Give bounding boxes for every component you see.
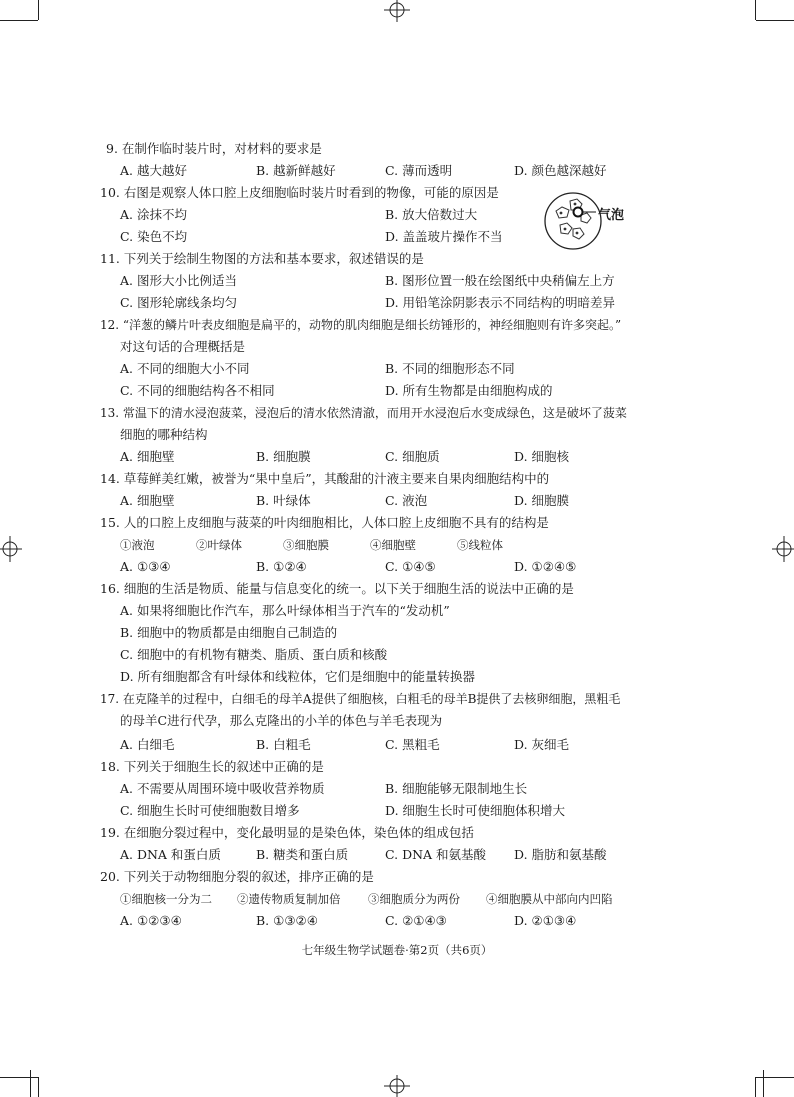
question-15-option-a: A. ①③④ bbox=[120, 559, 171, 574]
question-15-item: ④细胞壁 bbox=[370, 538, 416, 552]
question-13-option-c: C. 细胞质 bbox=[385, 449, 440, 464]
crop-mark bbox=[756, 1077, 794, 1078]
question-15-item: ③细胞膜 bbox=[283, 538, 329, 552]
registration-mark-right bbox=[770, 532, 794, 566]
question-14-stem: 14. 草莓鲜美红嫩，被誉为“果中皇后”，其酸甜的汁液主要来自果肉细胞结构中的 bbox=[100, 471, 550, 486]
question-18-option-c: C. 细胞生长时可使细胞数目增多 bbox=[120, 803, 300, 818]
question-17-option-c: C. 黑粗毛 bbox=[385, 737, 440, 752]
question-11-option-b: B. 图形位置一般在绘图纸中央稍偏左上方 bbox=[385, 273, 615, 288]
question-10-stem: 10. 右图是观察人体口腔上皮细胞临时装片时看到的物像，可能的原因是 bbox=[100, 185, 499, 200]
question-19-option-a: A. DNA 和蛋白质 bbox=[120, 847, 221, 862]
crop-mark bbox=[755, 1077, 756, 1097]
question-17-stem: 17. 在克隆羊的过程中，白细毛的母羊A提供了细胞核，白粗毛的母羊B提供了去核卵细胞，黑粗毛 bbox=[100, 692, 621, 706]
question-13-option-a: A. 细胞壁 bbox=[120, 449, 175, 464]
question-19-stem: 19. 在细胞分裂过程中，变化最明显的是染色体，染色体的组成包括 bbox=[100, 825, 474, 840]
question-17-option-a: A. 白细毛 bbox=[120, 737, 175, 752]
cell-microscope-figure bbox=[540, 187, 640, 257]
question-10-option-a: A. 涂抹不均 bbox=[120, 207, 187, 222]
question-9-option-d: D. 颜色越深越好 bbox=[514, 163, 607, 178]
question-12-stem-cont: 对这句话的合理概括是 bbox=[120, 339, 246, 354]
question-9-option-c: C. 薄而透明 bbox=[385, 163, 453, 178]
question-10-option-c: C. 染色不均 bbox=[120, 229, 188, 244]
question-11-stem: 11. 下列关于绘制生物图的方法和基本要求，叙述错误的是 bbox=[100, 251, 424, 266]
crop-mark bbox=[0, 20, 38, 21]
question-17-option-d: D. 灰细毛 bbox=[514, 737, 570, 752]
registration-mark-left bbox=[0, 532, 24, 566]
question-15-option-c: C. ①④⑤ bbox=[385, 559, 436, 574]
crop-mark bbox=[755, 0, 756, 20]
question-20-stem: 20. 下列关于动物细胞分裂的叙述，排序正确的是 bbox=[100, 869, 374, 884]
question-14-option-d: D. 细胞膜 bbox=[514, 493, 570, 508]
question-16-option-d: D. 所有细胞都含有叶绿体和线粒体，它们是细胞中的能量转换器 bbox=[120, 669, 476, 684]
question-16-option-c: C. 细胞中的有机物有糖类、脂质、蛋白质和核酸 bbox=[120, 647, 388, 662]
registration-mark-bottom bbox=[380, 1074, 414, 1097]
question-14-option-a: A. 细胞壁 bbox=[120, 493, 175, 508]
question-15-option-d: D. ①②④⑤ bbox=[514, 559, 577, 574]
question-12-option-d: D. 所有生物都是由细胞构成的 bbox=[385, 383, 553, 398]
question-19-option-b: B. 糖类和蛋白质 bbox=[256, 847, 349, 862]
crop-mark bbox=[30, 1070, 31, 1097]
microscope-field-icon bbox=[540, 187, 640, 257]
page-footer: 七年级生物学试题卷·第2页（共6页） bbox=[301, 943, 493, 957]
question-9-stem: 9. 在制作临时装片时，对材料的要求是 bbox=[106, 141, 322, 156]
question-15-item: ②叶绿体 bbox=[196, 538, 242, 552]
question-13-option-b: B. 细胞膜 bbox=[256, 449, 311, 464]
registration-mark-top bbox=[380, 0, 414, 24]
question-14-option-c: C. 液泡 bbox=[385, 493, 428, 508]
question-11-option-d: D. 用铅笔涂阴影表示不同结构的明暗差异 bbox=[385, 295, 616, 310]
question-18-option-d: D. 细胞生长时可使细胞体积增大 bbox=[385, 803, 566, 818]
question-20-item: ③细胞质分为两份 bbox=[368, 892, 460, 906]
bubble-label: 气泡 bbox=[598, 208, 625, 223]
question-18-option-a: A. 不需要从周围环境中吸收营养物质 bbox=[120, 781, 325, 796]
question-11-option-c: C. 图形轮廓线条均匀 bbox=[120, 295, 238, 310]
question-10-option-b: B. 放大倍数过大 bbox=[385, 207, 478, 222]
question-11-option-a: A. 图形大小比例适当 bbox=[120, 273, 237, 288]
question-15-item: ⑤线粒体 bbox=[457, 538, 503, 552]
question-13-stem-cont: 细胞的哪种结构 bbox=[120, 427, 208, 442]
question-15-item: ①液泡 bbox=[120, 538, 155, 552]
question-17-stem-cont: 的母羊C进行代孕，那么克隆出的小羊的体色与羊毛表现为 bbox=[120, 713, 443, 728]
question-19-option-d: D. 脂肪和氨基酸 bbox=[514, 847, 607, 862]
question-20-item: ④细胞膜从中部向内凹陷 bbox=[486, 892, 613, 906]
crop-mark bbox=[38, 0, 39, 20]
question-16-stem: 16. 细胞的生活是物质、能量与信息变化的统一。以下关于细胞生活的说法中正确的是 bbox=[100, 581, 574, 596]
crop-mark bbox=[0, 1077, 38, 1078]
question-9-option-b: B. 越新鲜越好 bbox=[256, 163, 336, 178]
question-13-stem: 13. 常温下的清水浸泡菠菜，浸泡后的清水依然清澈，而用开水浸泡后水变成绿色，这是破坏了菠菜 bbox=[100, 406, 627, 420]
question-17-option-b: B. 白粗毛 bbox=[256, 737, 311, 752]
crop-mark bbox=[756, 20, 794, 21]
question-20-option-a: A. ①②③④ bbox=[120, 913, 182, 928]
crop-mark bbox=[763, 1070, 764, 1097]
question-9-option-a: A. 越大越好 bbox=[120, 163, 187, 178]
question-18-stem: 18. 下列关于细胞生长的叙述中正确的是 bbox=[100, 759, 324, 774]
crop-mark bbox=[38, 1077, 39, 1097]
question-20-item: ①细胞核一分为二 bbox=[120, 892, 212, 906]
question-12-option-c: C. 不同的细胞结构各不相同 bbox=[120, 383, 275, 398]
question-12-option-b: B. 不同的细胞形态不同 bbox=[385, 361, 515, 376]
question-12-option-a: A. 不同的细胞大小不同 bbox=[120, 361, 250, 376]
question-16-option-a: A. 如果将细胞比作汽车，那么叶绿体相当于汽车的“发动机” bbox=[120, 603, 450, 618]
question-13-option-d: D. 细胞核 bbox=[514, 449, 570, 464]
question-19-option-c: C. DNA 和氨基酸 bbox=[385, 847, 487, 862]
question-10-option-d: D. 盖盖玻片操作不当 bbox=[385, 229, 503, 244]
question-20-item: ②遗传物质复制加倍 bbox=[237, 892, 341, 906]
question-18-option-b: B. 细胞能够无限制地生长 bbox=[385, 781, 528, 796]
question-12-stem: 12. “洋葱的鳞片叶表皮细胞是扁平的，动物的肌肉细胞是细长纺锤形的，神经细胞则有许多突起。” bbox=[100, 318, 622, 332]
question-14-option-b: B. 叶绿体 bbox=[256, 493, 311, 508]
question-20-option-d: D. ②①③④ bbox=[514, 913, 577, 928]
question-16-option-b: B. 细胞中的物质都是由细胞自己制造的 bbox=[120, 625, 338, 640]
question-20-option-b: B. ①③②④ bbox=[256, 913, 318, 928]
question-15-option-b: B. ①②④ bbox=[256, 559, 307, 574]
question-20-option-c: C. ②①④③ bbox=[385, 913, 447, 928]
question-15-stem: 15. 人的口腔上皮细胞与菠菜的叶肉细胞相比，人体口腔上皮细胞不具有的结构是 bbox=[100, 515, 549, 530]
